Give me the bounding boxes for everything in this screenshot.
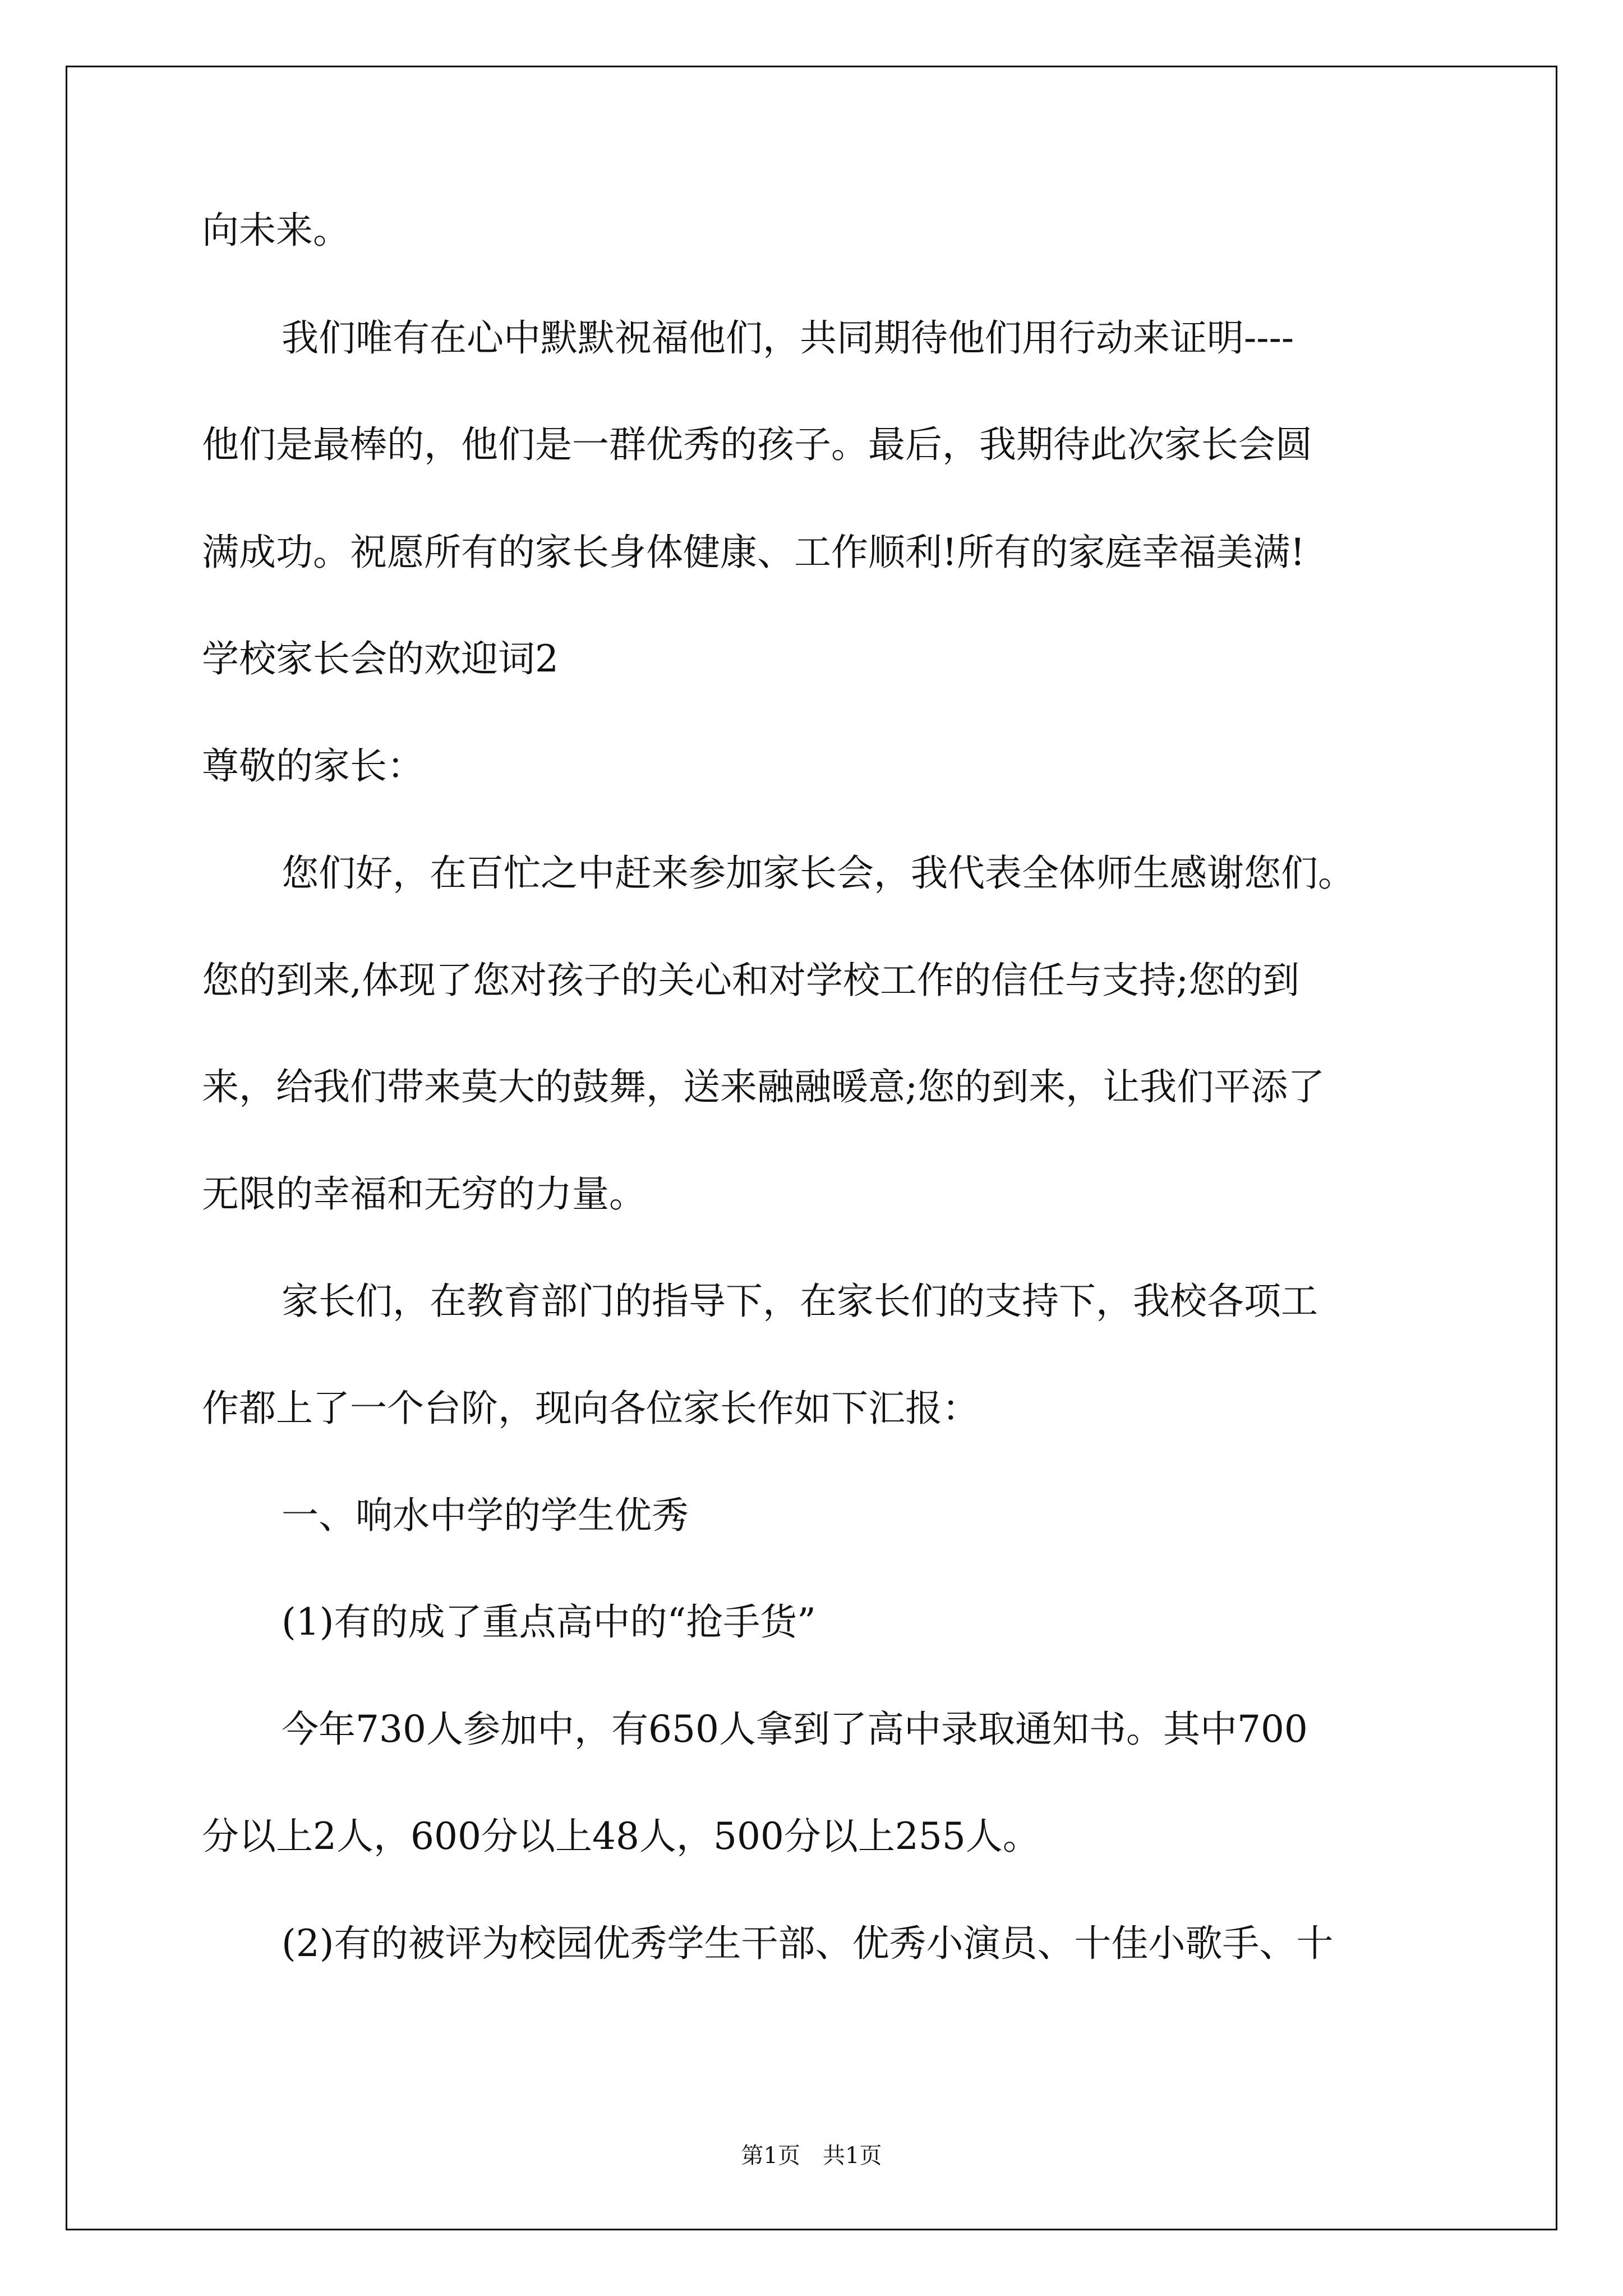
text-line-1: 向未来。: [202, 209, 350, 252]
list-item-1: (1)有的成了重点高中的“抢手货”: [282, 1600, 816, 1644]
text-line-11: 家长们，在教育部门的指导下，在家长们的支持下，我校各项工: [282, 1280, 1318, 1323]
text-line-3: 他们是最棒的，他们是一群优秀的孩子。最后，我期待此次家长会圆: [202, 423, 1312, 466]
section-heading: 学校家长会的欢迎词2: [202, 637, 559, 680]
text-line-7: 您们好，在百忙之中赶来参加家长会，我代表全体师生感谢您们。: [282, 852, 1355, 895]
subheading-1: 一、响水中学的学生优秀: [282, 1494, 689, 1537]
list-item-2: (2)有的被评为校园优秀学生干部、优秀小演员、十佳小歌手、十: [282, 1922, 1334, 1965]
text-line-12: 作都上了一个台阶，现向各位家长作如下汇报：: [202, 1387, 979, 1430]
text-line-15: 今年730人参加中，有650人拿到了高中录取通知书。其中700: [282, 1708, 1308, 1751]
text-line-8: 您的到来,体现了您对孩子的关心和对学校工作的信任与支持;您的到: [202, 959, 1300, 1002]
page-border: [66, 66, 1557, 2230]
text-line-10: 无限的幸福和无穷的力量。: [202, 1172, 646, 1216]
text-line-9: 来，给我们带来莫大的鼓舞，送来融融暖意;您的到来，让我们平添了: [202, 1065, 1325, 1108]
page-footer: 第1页 共1页: [741, 2143, 882, 2169]
text-line-4: 满成功。祝愿所有的家长身体健康、工作顺利!所有的家庭幸福美满!: [202, 531, 1306, 574]
text-line-16: 分以上2人，600分以上48人，500分以上255人。: [202, 1815, 1040, 1858]
salutation: 尊敬的家长：: [202, 744, 424, 788]
text-line-2: 我们唯有在心中默默祝福他们，共同期待他们用行动来证明----: [282, 316, 1294, 360]
